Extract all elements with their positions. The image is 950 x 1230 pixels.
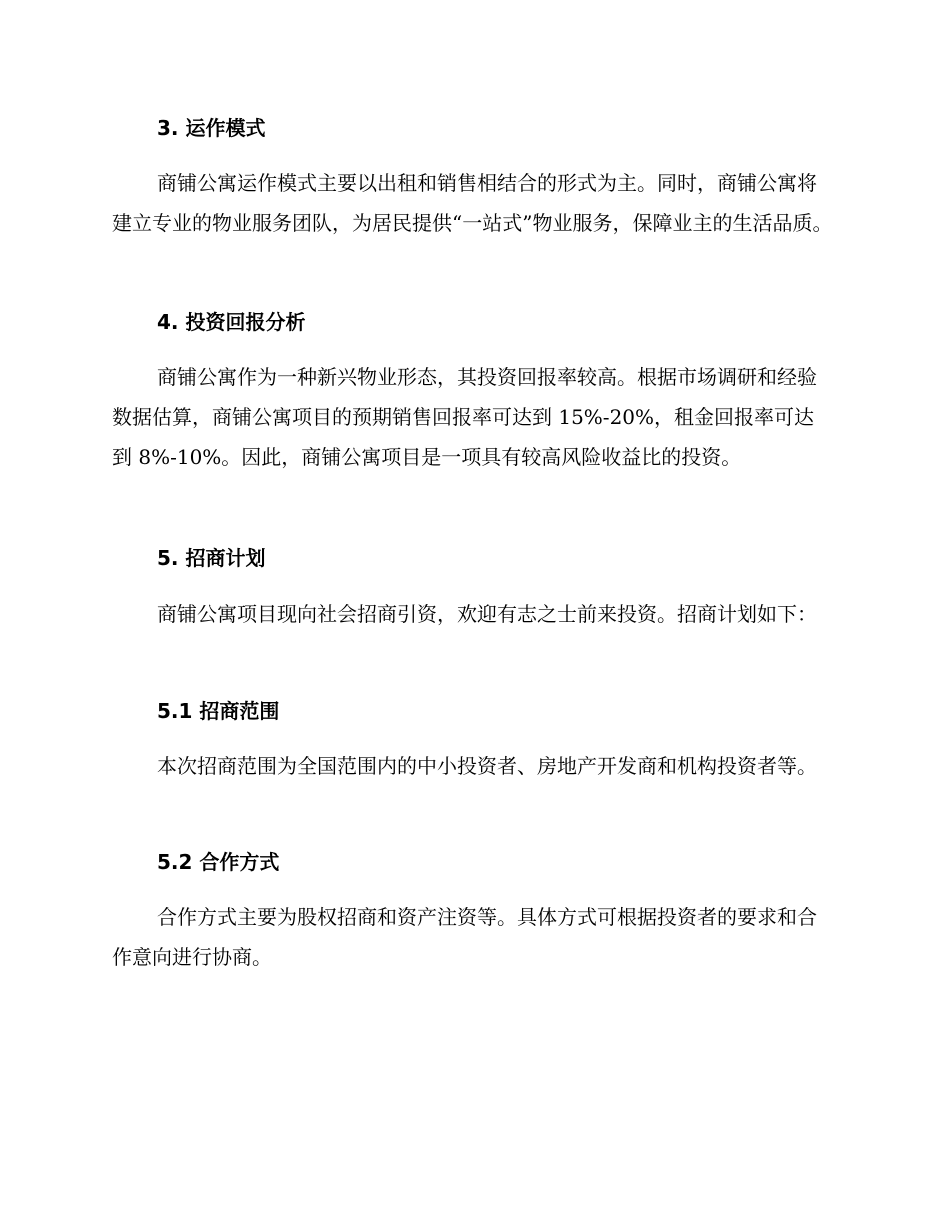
section-heading-investment-plan: 5. 招商计划 <box>157 546 266 570</box>
section-body-investment-return: 商铺公寓作为一种新兴物业形态，其投资回报率较高。根据市场调研和经验数据估算，商铺公寓项目的预期销售回报率可达到 15%-20%，租金回报率可达到 8%-10%。因此，商铺公寓项目是一项具有较高风险收益比的投资。 <box>112 365 817 469</box>
section-body-operation-mode: 商铺公寓运作模式主要以出租和销售相结合的形式为主。同时，商铺公寓将建立专业的物业服务团队，为居民提供“一站式”物业服务，保障业主的生活品质。 <box>112 171 833 235</box>
section-heading-investment-scope: 5.1 招商范围 <box>157 699 280 723</box>
section-heading-investment-return: 4. 投资回报分析 <box>157 310 306 334</box>
section-body-cooperation-mode: 合作方式主要为股权招商和资产注资等。具体方式可根据投资者的要求和合作意向进行协商。 <box>112 905 817 969</box>
section-body-investment-scope: 本次招商范围为全国范围内的中小投资者、房地产开发商和机构投资者等。 <box>157 754 817 778</box>
section-heading-operation-mode: 3. 运作模式 <box>157 116 266 140</box>
section-heading-cooperation-mode: 5.2 合作方式 <box>157 850 280 874</box>
section-body-investment-plan: 商铺公寓项目现向社会招商引资，欢迎有志之士前来投资。招商计划如下： <box>157 602 817 626</box>
